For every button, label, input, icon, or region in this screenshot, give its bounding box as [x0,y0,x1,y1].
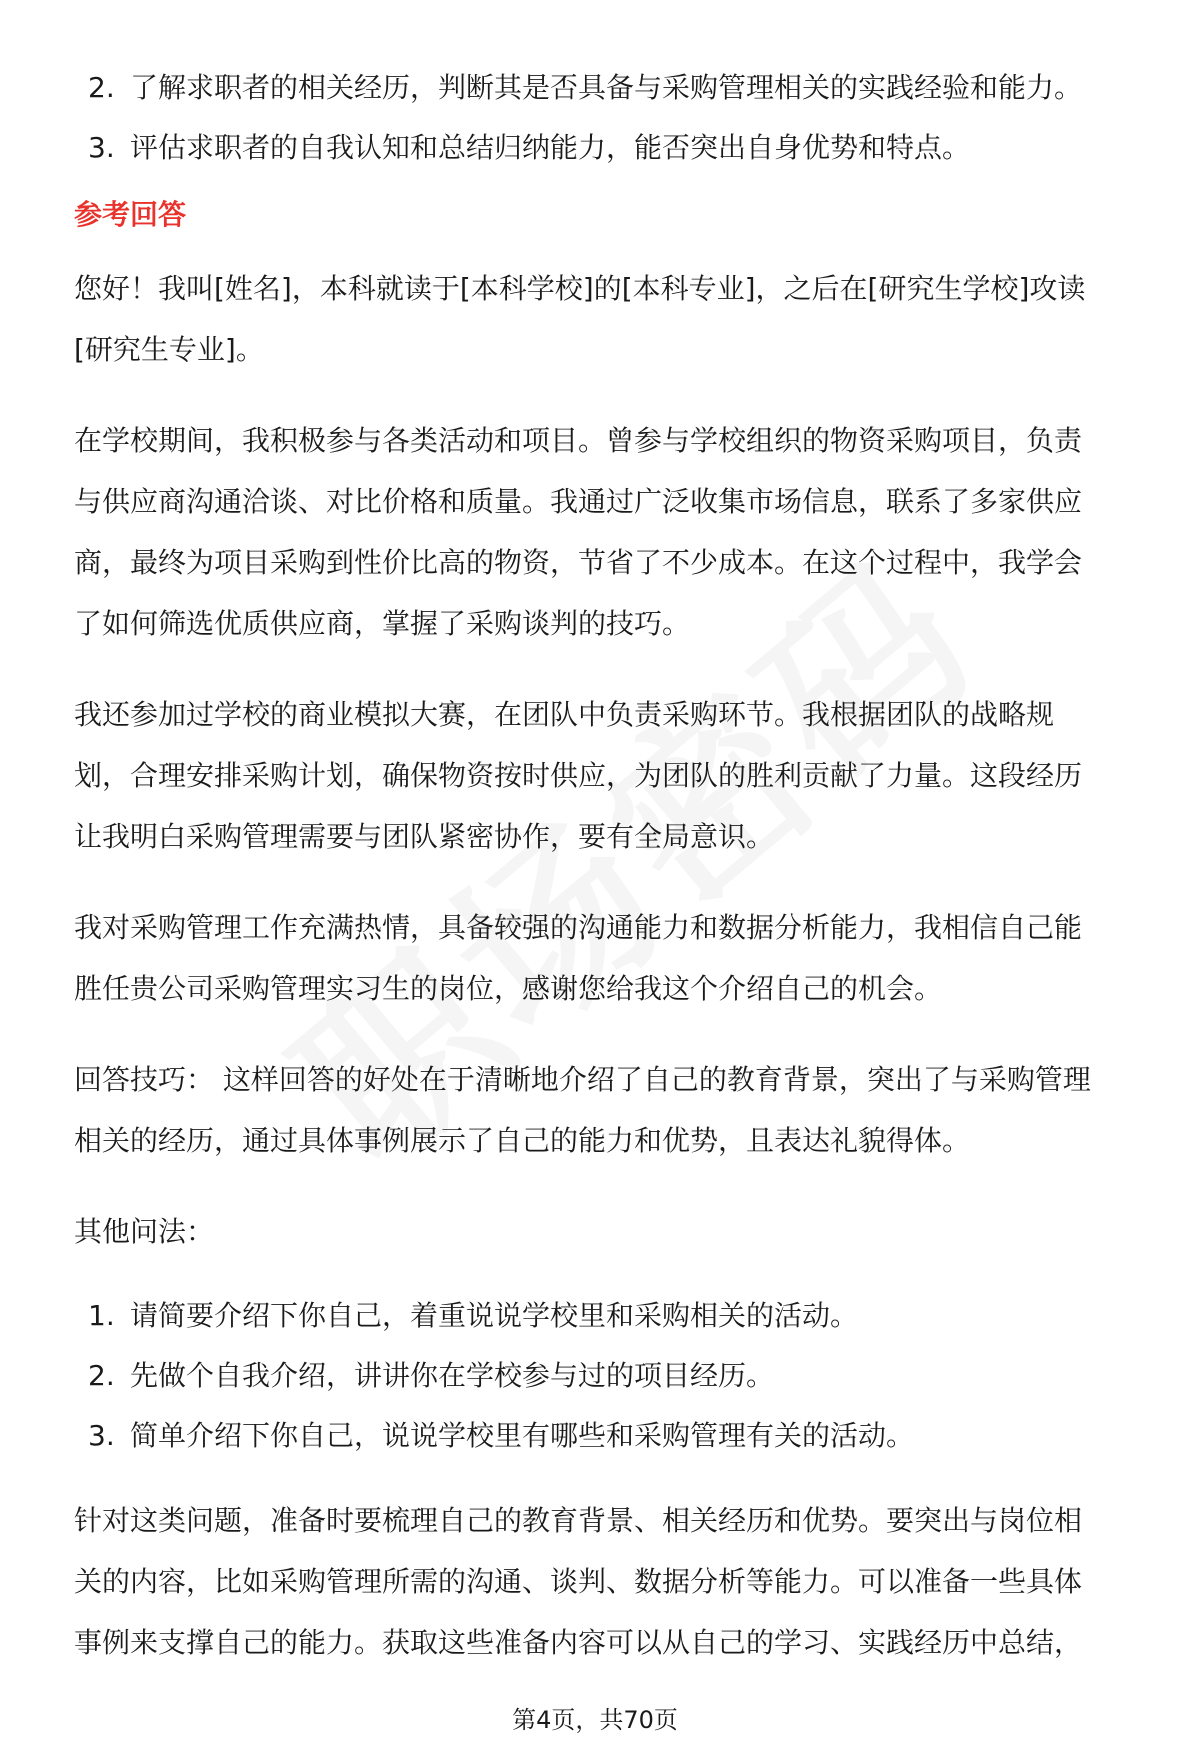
answer-tips-paragraph [74,1049,1174,1171]
paragraph-line: 胜任贵公司采购管理实习生的岗位，感谢您给我这个介绍自己的机会。 [74,972,943,1005]
list-item [74,1406,1174,1466]
other-questions-heading: 其他问法： [74,1215,215,1248]
list-number: 2. [88,1359,115,1392]
paragraph-line: 商，最终为项目采购到性价比高的物资，节省了不少成本。在这个过程中，我学会 [74,546,1083,579]
list-text: 先做个自我介绍，讲讲你在学校参与过的项目经历。 [130,1359,775,1392]
paragraph-line: 相关的经历，通过具体事例展示了自己的能力和优势，且表达礼貌得体。 [74,1124,971,1157]
preparation-paragraph [74,1490,1174,1673]
paragraph-line: 您好！我叫[姓名]，本科就读于[本科学校]的[本科专业]，之后在[研究生学校]攻读 [74,272,1086,305]
paragraph-line: 针对这类问题，准备时要梳理自己的教育背景、相关经历和优势。要突出与岗位相 [74,1504,1083,1537]
list-item [74,58,1174,118]
list-number: 3. [88,1419,115,1452]
paragraph-line: 在学校期间，我积极参与各类活动和项目。曾参与学校组织的物资采购项目，负责 [74,424,1083,457]
list-text: 请简要介绍下你自己，着重说说学校里和采购相关的活动。 [130,1299,859,1332]
list-text: 评估求职者的自我认知和总结归纳能力，能否突出自身优势和特点。 [130,131,971,164]
page-content [74,58,1174,1673]
paragraph-line: 我还参加过学校的商业模拟大赛，在团队中负责采购环节。我根据团队的战略规 [74,698,1055,731]
list-item [74,118,1174,178]
paragraph-line: 划，合理安排采购计划，确保物资按时供应，为团队的胜利贡献了力量。这段经历 [74,759,1083,792]
list-text: 了解求职者的相关经历，判断其是否具备与采购管理相关的实践经验和能力。 [130,71,1083,104]
paragraph-line: 了如何筛选优质供应商，掌握了采购谈判的技巧。 [74,607,691,640]
paragraph-line: [研究生专业]。 [74,333,264,366]
reference-answer-heading: 参考回答 [74,198,187,231]
list-item [74,1286,1174,1346]
list-item [74,1346,1174,1406]
other-questions-list [74,1286,1174,1466]
intro-paragraph [74,258,1174,380]
evaluation-points-list [74,58,1174,178]
list-text: 简单介绍下你自己，说说学校里有哪些和采购管理有关的活动。 [130,1419,915,1452]
contest-paragraph [74,684,1174,867]
passion-paragraph [74,897,1174,1019]
list-number: 3. [88,131,115,164]
paragraph-line: 我对采购管理工作充满热情，具备较强的沟通能力和数据分析能力，我相信自己能 [74,911,1083,944]
paragraph-line: 与供应商沟通洽谈、对比价格和质量。我通过广泛收集市场信息，联系了多家供应 [74,485,1083,518]
page-number-footer: 第4页，共70页 [512,1706,678,1734]
paragraph-line: 事例来支撑自己的能力。获取这些准备内容可以从自己的学习、实践经历中总结， [74,1626,1083,1659]
paragraph-line: 关的内容，比如采购管理所需的沟通、谈判、数据分析等能力。可以准备一些具体 [74,1565,1083,1598]
paragraph-line: 让我明白采购管理需要与团队紧密协作，要有全局意识。 [74,820,775,853]
list-number: 2. [88,71,115,104]
list-number: 1. [88,1299,115,1332]
paragraph-line: 回答技巧： 这样回答的好处在于清晰地介绍了自己的教育背景，突出了与采购管理 [74,1063,1091,1096]
school-experience-paragraph [74,410,1174,654]
